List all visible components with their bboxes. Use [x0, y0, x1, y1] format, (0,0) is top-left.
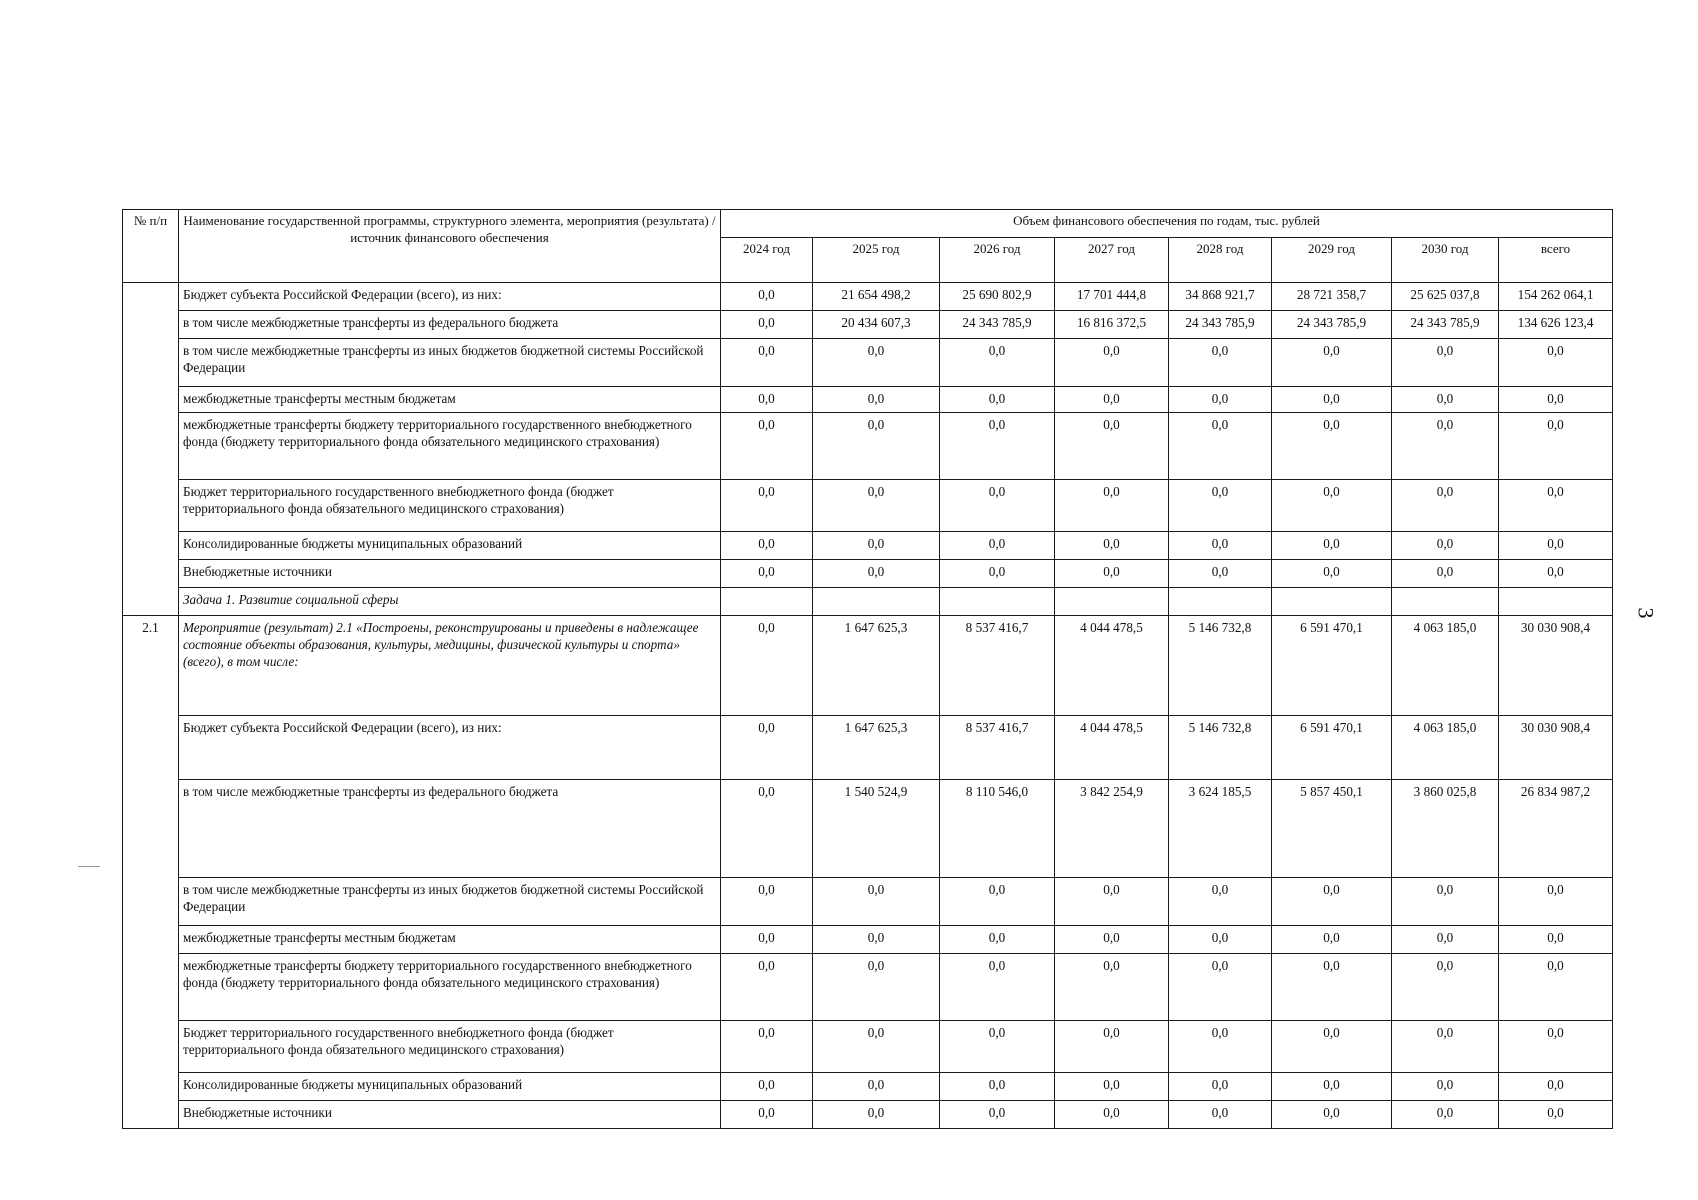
year-value-cell: 0,0	[1392, 560, 1499, 588]
year-value-cell	[813, 588, 940, 616]
year-value-cell: 0,0	[1169, 1101, 1272, 1129]
year-value-cell: 0,0	[1055, 1101, 1169, 1129]
table-row	[123, 588, 1613, 616]
total-value-cell: 134 626 123,4	[1499, 311, 1613, 339]
year-value-cell: 0,0	[1055, 387, 1169, 413]
year-value-cell: 21 654 498,2	[813, 283, 940, 311]
year-value-cell: 0,0	[813, 1101, 940, 1129]
year-value-cell: 0,0	[1169, 926, 1272, 954]
table-row	[123, 480, 1613, 532]
header-year-2024: 2024 год	[721, 238, 813, 283]
year-value-cell: 0,0	[1169, 480, 1272, 532]
year-value-cell: 0,0	[1169, 954, 1272, 1021]
year-value-cell	[940, 588, 1055, 616]
table-row	[123, 1073, 1613, 1101]
year-value-cell: 1 540 524,9	[813, 780, 940, 878]
year-value-cell: 8 537 416,7	[940, 716, 1055, 780]
year-value-cell: 0,0	[940, 413, 1055, 480]
year-value-cell: 0,0	[813, 1021, 940, 1073]
year-value-cell: 0,0	[721, 616, 813, 716]
year-value-cell: 0,0	[1272, 1073, 1392, 1101]
year-value-cell: 0,0	[1392, 954, 1499, 1021]
header-num: № п/п	[123, 210, 179, 283]
year-value-cell: 0,0	[940, 532, 1055, 560]
row-name-cell: в том числе межбюджетные трансферты из федерального бюджета	[179, 780, 721, 878]
year-value-cell: 0,0	[940, 1073, 1055, 1101]
header-name: Наименование государственной программы, структурного элемента, мероприятия (результата) / источник финансового обеспечения	[179, 210, 721, 283]
year-value-cell: 0,0	[721, 954, 813, 1021]
table-row	[123, 1101, 1613, 1129]
year-value-cell: 0,0	[1272, 1101, 1392, 1129]
year-value-cell: 0,0	[1169, 878, 1272, 926]
year-value-cell: 0,0	[1272, 954, 1392, 1021]
year-value-cell: 8 110 546,0	[940, 780, 1055, 878]
year-value-cell: 0,0	[940, 339, 1055, 387]
year-value-cell: 0,0	[940, 560, 1055, 588]
year-value-cell: 20 434 607,3	[813, 311, 940, 339]
year-value-cell: 0,0	[813, 339, 940, 387]
row-name-cell: межбюджетные трансферты бюджету территориального государственного внебюджетного фонда (бюджету территориального фонда обязательного медицинского страхования)	[179, 413, 721, 480]
table-row	[123, 339, 1613, 387]
year-value-cell: 0,0	[1392, 926, 1499, 954]
row-number-cell	[123, 283, 179, 616]
year-value-cell: 5 146 732,8	[1169, 616, 1272, 716]
total-value-cell: 0,0	[1499, 878, 1613, 926]
year-value-cell: 0,0	[940, 878, 1055, 926]
year-value-cell: 0,0	[1392, 532, 1499, 560]
year-value-cell: 0,0	[721, 926, 813, 954]
year-value-cell: 4 044 478,5	[1055, 716, 1169, 780]
year-value-cell: 0,0	[940, 1021, 1055, 1073]
year-value-cell: 1 647 625,3	[813, 616, 940, 716]
year-value-cell: 4 063 185,0	[1392, 716, 1499, 780]
year-value-cell: 0,0	[721, 413, 813, 480]
year-value-cell: 4 063 185,0	[1392, 616, 1499, 716]
total-value-cell: 0,0	[1499, 1101, 1613, 1129]
year-value-cell: 5 857 450,1	[1272, 780, 1392, 878]
year-value-cell: 24 343 785,9	[940, 311, 1055, 339]
year-value-cell: 0,0	[1169, 1073, 1272, 1101]
year-value-cell: 25 690 802,9	[940, 283, 1055, 311]
table-row	[123, 616, 1613, 716]
year-value-cell: 0,0	[1055, 878, 1169, 926]
year-value-cell: 0,0	[1272, 878, 1392, 926]
table-row	[123, 780, 1613, 878]
row-name-cell: Консолидированные бюджеты муниципальных образований	[179, 1073, 721, 1101]
year-value-cell: 0,0	[721, 339, 813, 387]
year-value-cell: 6 591 470,1	[1272, 716, 1392, 780]
year-value-cell: 0,0	[1272, 1021, 1392, 1073]
header-total: всего	[1499, 238, 1613, 283]
row-name-cell: Бюджет территориального государственного внебюджетного фонда (бюджет территориального фонда обязательного медицинского страхования)	[179, 1021, 721, 1073]
year-value-cell: 0,0	[721, 532, 813, 560]
year-value-cell: 24 343 785,9	[1392, 311, 1499, 339]
year-value-cell: 0,0	[1272, 480, 1392, 532]
year-value-cell: 0,0	[1055, 413, 1169, 480]
table-row	[123, 387, 1613, 413]
year-value-cell: 0,0	[1169, 560, 1272, 588]
row-name-cell: Бюджет территориального государственного внебюджетного фонда (бюджет территориального фонда обязательного медицинского страхования)	[179, 480, 721, 532]
row-name-cell: Внебюджетные источники	[179, 560, 721, 588]
year-value-cell: 0,0	[721, 780, 813, 878]
year-value-cell	[1272, 588, 1392, 616]
year-value-cell: 0,0	[940, 954, 1055, 1021]
year-value-cell: 0,0	[813, 387, 940, 413]
year-value-cell: 0,0	[813, 532, 940, 560]
table-row	[123, 413, 1613, 480]
year-value-cell: 0,0	[1169, 387, 1272, 413]
year-value-cell	[1392, 588, 1499, 616]
year-value-cell: 24 343 785,9	[1272, 311, 1392, 339]
year-value-cell: 0,0	[721, 878, 813, 926]
total-value-cell: 26 834 987,2	[1499, 780, 1613, 878]
total-value-cell: 0,0	[1499, 413, 1613, 480]
year-value-cell: 24 343 785,9	[1169, 311, 1272, 339]
year-value-cell	[1055, 588, 1169, 616]
year-value-cell: 0,0	[1055, 532, 1169, 560]
year-value-cell: 0,0	[940, 480, 1055, 532]
total-value-cell: 0,0	[1499, 954, 1613, 1021]
row-name-cell: в том числе межбюджетные трансферты из иных бюджетов бюджетной системы Российской Федерации	[179, 878, 721, 926]
table-row	[123, 311, 1613, 339]
year-value-cell: 0,0	[940, 1101, 1055, 1129]
year-value-cell: 0,0	[721, 283, 813, 311]
year-value-cell: 16 816 372,5	[1055, 311, 1169, 339]
year-value-cell: 0,0	[1272, 413, 1392, 480]
scan-edge-mark	[78, 866, 100, 867]
year-value-cell: 0,0	[721, 1021, 813, 1073]
year-value-cell: 0,0	[721, 1073, 813, 1101]
total-value-cell: 30 030 908,4	[1499, 716, 1613, 780]
year-value-cell: 0,0	[1055, 560, 1169, 588]
year-value-cell: 0,0	[1055, 954, 1169, 1021]
header-year-2028: 2028 год	[1169, 238, 1272, 283]
header-year-2025: 2025 год	[813, 238, 940, 283]
year-value-cell: 0,0	[1392, 1021, 1499, 1073]
year-value-cell: 0,0	[721, 716, 813, 780]
year-value-cell: 0,0	[1392, 413, 1499, 480]
row-name-cell: межбюджетные трансферты местным бюджетам	[179, 926, 721, 954]
year-value-cell: 0,0	[1169, 1021, 1272, 1073]
year-value-cell	[1169, 588, 1272, 616]
row-name-cell: Мероприятие (результат) 2.1 «Построены, реконструированы и приведены в надлежащее состояние объекты образования, культуры, медицины, физической культуры и спорта» (всего), в том числе:	[179, 616, 721, 716]
header-year-2026: 2026 год	[940, 238, 1055, 283]
total-value-cell: 154 262 064,1	[1499, 283, 1613, 311]
total-value-cell: 0,0	[1499, 926, 1613, 954]
year-value-cell: 4 044 478,5	[1055, 616, 1169, 716]
row-number-cell: 2.1	[123, 616, 179, 1129]
total-value-cell: 0,0	[1499, 1021, 1613, 1073]
year-value-cell: 0,0	[813, 560, 940, 588]
total-value-cell: 30 030 908,4	[1499, 616, 1613, 716]
table-row	[123, 1021, 1613, 1073]
total-value-cell: 0,0	[1499, 1073, 1613, 1101]
table-row	[123, 532, 1613, 560]
page-number: 3	[1633, 607, 1659, 619]
total-value-cell: 0,0	[1499, 339, 1613, 387]
row-name-cell: межбюджетные трансферты бюджету территориального государственного внебюджетного фонда (бюджету территориального фонда обязательного медицинского страхования)	[179, 954, 721, 1021]
year-value-cell: 0,0	[1272, 926, 1392, 954]
row-name-cell: в том числе межбюджетные трансферты из иных бюджетов бюджетной системы Российской Федерации	[179, 339, 721, 387]
year-value-cell: 0,0	[721, 1101, 813, 1129]
year-value-cell: 6 591 470,1	[1272, 616, 1392, 716]
year-value-cell: 0,0	[940, 926, 1055, 954]
year-value-cell: 0,0	[1055, 1073, 1169, 1101]
year-value-cell: 0,0	[721, 311, 813, 339]
financing-table	[122, 209, 1613, 1129]
header-year-2029: 2029 год	[1272, 238, 1392, 283]
table-row	[123, 560, 1613, 588]
year-value-cell: 1 647 625,3	[813, 716, 940, 780]
year-value-cell: 3 860 025,8	[1392, 780, 1499, 878]
year-value-cell: 0,0	[1169, 413, 1272, 480]
year-value-cell: 8 537 416,7	[940, 616, 1055, 716]
year-value-cell: 0,0	[813, 413, 940, 480]
table-row	[123, 716, 1613, 780]
year-value-cell: 0,0	[1055, 339, 1169, 387]
row-name-cell: Внебюджетные источники	[179, 1101, 721, 1129]
year-value-cell: 0,0	[1055, 1021, 1169, 1073]
year-value-cell: 3 624 185,5	[1169, 780, 1272, 878]
total-value-cell	[1499, 588, 1613, 616]
total-value-cell: 0,0	[1499, 532, 1613, 560]
year-value-cell: 0,0	[1272, 387, 1392, 413]
year-value-cell: 0,0	[1392, 339, 1499, 387]
total-value-cell: 0,0	[1499, 560, 1613, 588]
year-value-cell: 0,0	[1169, 339, 1272, 387]
table-row	[123, 283, 1613, 311]
year-value-cell: 25 625 037,8	[1392, 283, 1499, 311]
row-name-cell: Бюджет субъекта Российской Федерации (всего), из них:	[179, 716, 721, 780]
table-row	[123, 878, 1613, 926]
header-year-2030: 2030 год	[1392, 238, 1499, 283]
row-name-cell: Консолидированные бюджеты муниципальных образований	[179, 532, 721, 560]
year-value-cell: 0,0	[721, 387, 813, 413]
year-value-cell: 3 842 254,9	[1055, 780, 1169, 878]
row-name-cell: Задача 1. Развитие социальной сферы	[179, 588, 721, 616]
row-name-cell: межбюджетные трансферты местным бюджетам	[179, 387, 721, 413]
table-row	[123, 954, 1613, 1021]
year-value-cell: 0,0	[1392, 1073, 1499, 1101]
year-value-cell: 0,0	[813, 926, 940, 954]
year-value-cell	[721, 588, 813, 616]
row-name-cell: в том числе межбюджетные трансферты из федерального бюджета	[179, 311, 721, 339]
year-value-cell: 17 701 444,8	[1055, 283, 1169, 311]
year-value-cell: 0,0	[813, 480, 940, 532]
year-value-cell: 0,0	[1055, 926, 1169, 954]
table-row	[123, 926, 1613, 954]
year-value-cell: 0,0	[813, 1073, 940, 1101]
year-value-cell: 34 868 921,7	[1169, 283, 1272, 311]
year-value-cell: 0,0	[1272, 560, 1392, 588]
year-value-cell: 5 146 732,8	[1169, 716, 1272, 780]
year-value-cell: 0,0	[1272, 339, 1392, 387]
row-name-cell: Бюджет субъекта Российской Федерации (всего), из них:	[179, 283, 721, 311]
year-value-cell: 0,0	[1169, 532, 1272, 560]
total-value-cell: 0,0	[1499, 387, 1613, 413]
year-value-cell: 28 721 358,7	[1272, 283, 1392, 311]
year-value-cell: 0,0	[1392, 1101, 1499, 1129]
header-volume: Объем финансового обеспечения по годам, тыс. рублей	[721, 210, 1613, 238]
year-value-cell: 0,0	[721, 560, 813, 588]
header-year-2027: 2027 год	[1055, 238, 1169, 283]
year-value-cell: 0,0	[1055, 480, 1169, 532]
year-value-cell: 0,0	[813, 878, 940, 926]
year-value-cell: 0,0	[721, 480, 813, 532]
year-value-cell: 0,0	[1272, 532, 1392, 560]
year-value-cell: 0,0	[813, 954, 940, 1021]
year-value-cell: 0,0	[1392, 480, 1499, 532]
year-value-cell: 0,0	[1392, 387, 1499, 413]
year-value-cell: 0,0	[940, 387, 1055, 413]
total-value-cell: 0,0	[1499, 480, 1613, 532]
year-value-cell: 0,0	[1392, 878, 1499, 926]
